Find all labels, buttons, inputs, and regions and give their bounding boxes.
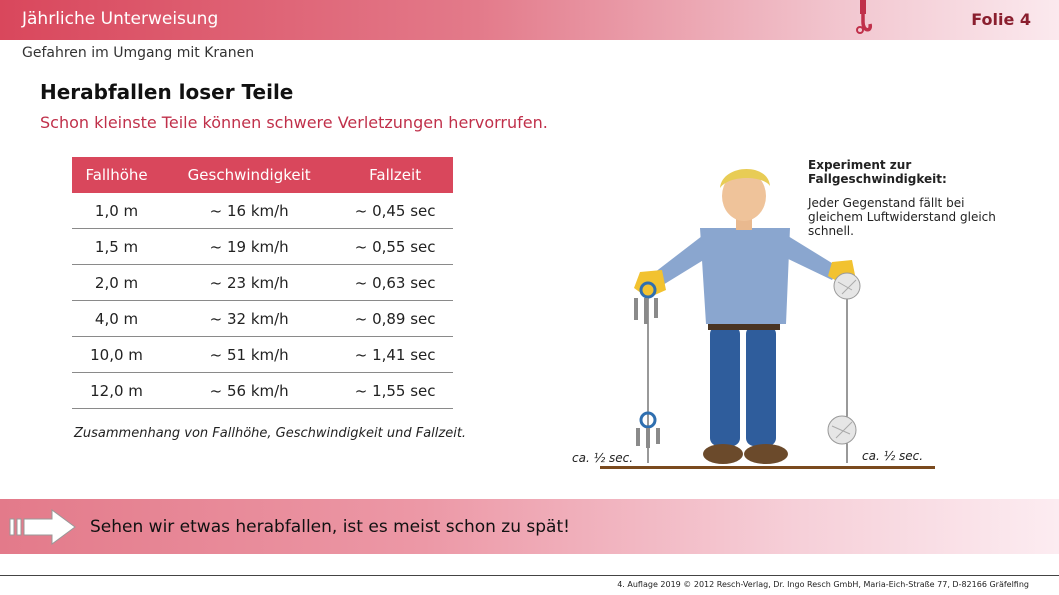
table-header-row [72,157,453,193]
experiment-title: Experiment zur Fallgeschwindigkeit: [808,158,947,186]
column-header-height: Fallhöhe [72,157,161,193]
cell-speed: ~ 32 km/h [161,301,337,337]
cell-speed: ~ 56 km/h [161,373,337,409]
worker-figure-icon [634,169,856,464]
cell-speed: ~ 51 km/h [161,337,337,373]
ground-line [600,466,935,469]
table-row [72,229,453,265]
cell-time: ~ 1,55 sec [337,373,453,409]
crumpled-paper-icon [828,416,856,444]
table-row [72,265,453,301]
table-caption: Zusammenhang von Fallhöhe, Geschwindigkeit und Fallzeit. [74,426,467,441]
right-time-label: ca. ½ sec. [862,449,924,463]
header-title: Jährliche Unterweisung [22,9,219,29]
page-subtitle: Gefahren im Umgang mit Kranen [22,45,255,61]
left-time-label: ca. ½ sec. [572,451,634,465]
crumpled-paper-icon [834,273,860,299]
arrow-right-icon [8,507,78,547]
fall-table [72,157,453,409]
table-row [72,373,453,409]
experiment-text: Jeder Gegenstand fällt bei gleichem Luftwiderstand gleich schnell. [808,196,996,238]
cell-time: ~ 0,63 sec [337,265,453,301]
table-row [72,337,453,373]
cell-height: 4,0 m [72,301,161,337]
cell-height: 10,0 m [72,337,161,373]
cell-height: 1,0 m [72,193,161,229]
page-heading: Herabfallen loser Teile [40,80,294,104]
table-row [72,193,453,229]
cell-time: ~ 0,45 sec [337,193,453,229]
cell-height: 2,0 m [72,265,161,301]
column-header-speed: Geschwindigkeit [161,157,337,193]
cell-speed: ~ 16 km/h [161,193,337,229]
falling-objects-illustration [560,158,960,478]
cell-time: ~ 1,41 sec [337,337,453,373]
footer-divider [0,575,1059,576]
crane-hook-icon [852,0,874,38]
cell-time: ~ 0,89 sec [337,301,453,337]
lead-text: Schon kleinste Teile können schwere Verletzungen hervorrufen. [40,113,548,132]
table-row [72,301,453,337]
slide-number: Folie 4 [971,10,1031,29]
cell-speed: ~ 19 km/h [161,229,337,265]
column-header-time: Fallzeit [337,157,453,193]
cell-time: ~ 0,55 sec [337,229,453,265]
cell-speed: ~ 23 km/h [161,265,337,301]
cell-height: 12,0 m [72,373,161,409]
cell-height: 1,5 m [72,229,161,265]
banner-text: Sehen wir etwas herabfallen, ist es meist schon zu spät! [90,517,570,537]
footer-copyright: 4. Auflage 2019 © 2012 Resch-Verlag, Dr. Ingo Resch GmbH, Maria-Eich-Straße 77, D-82166 Gräfelfing [617,580,1029,589]
